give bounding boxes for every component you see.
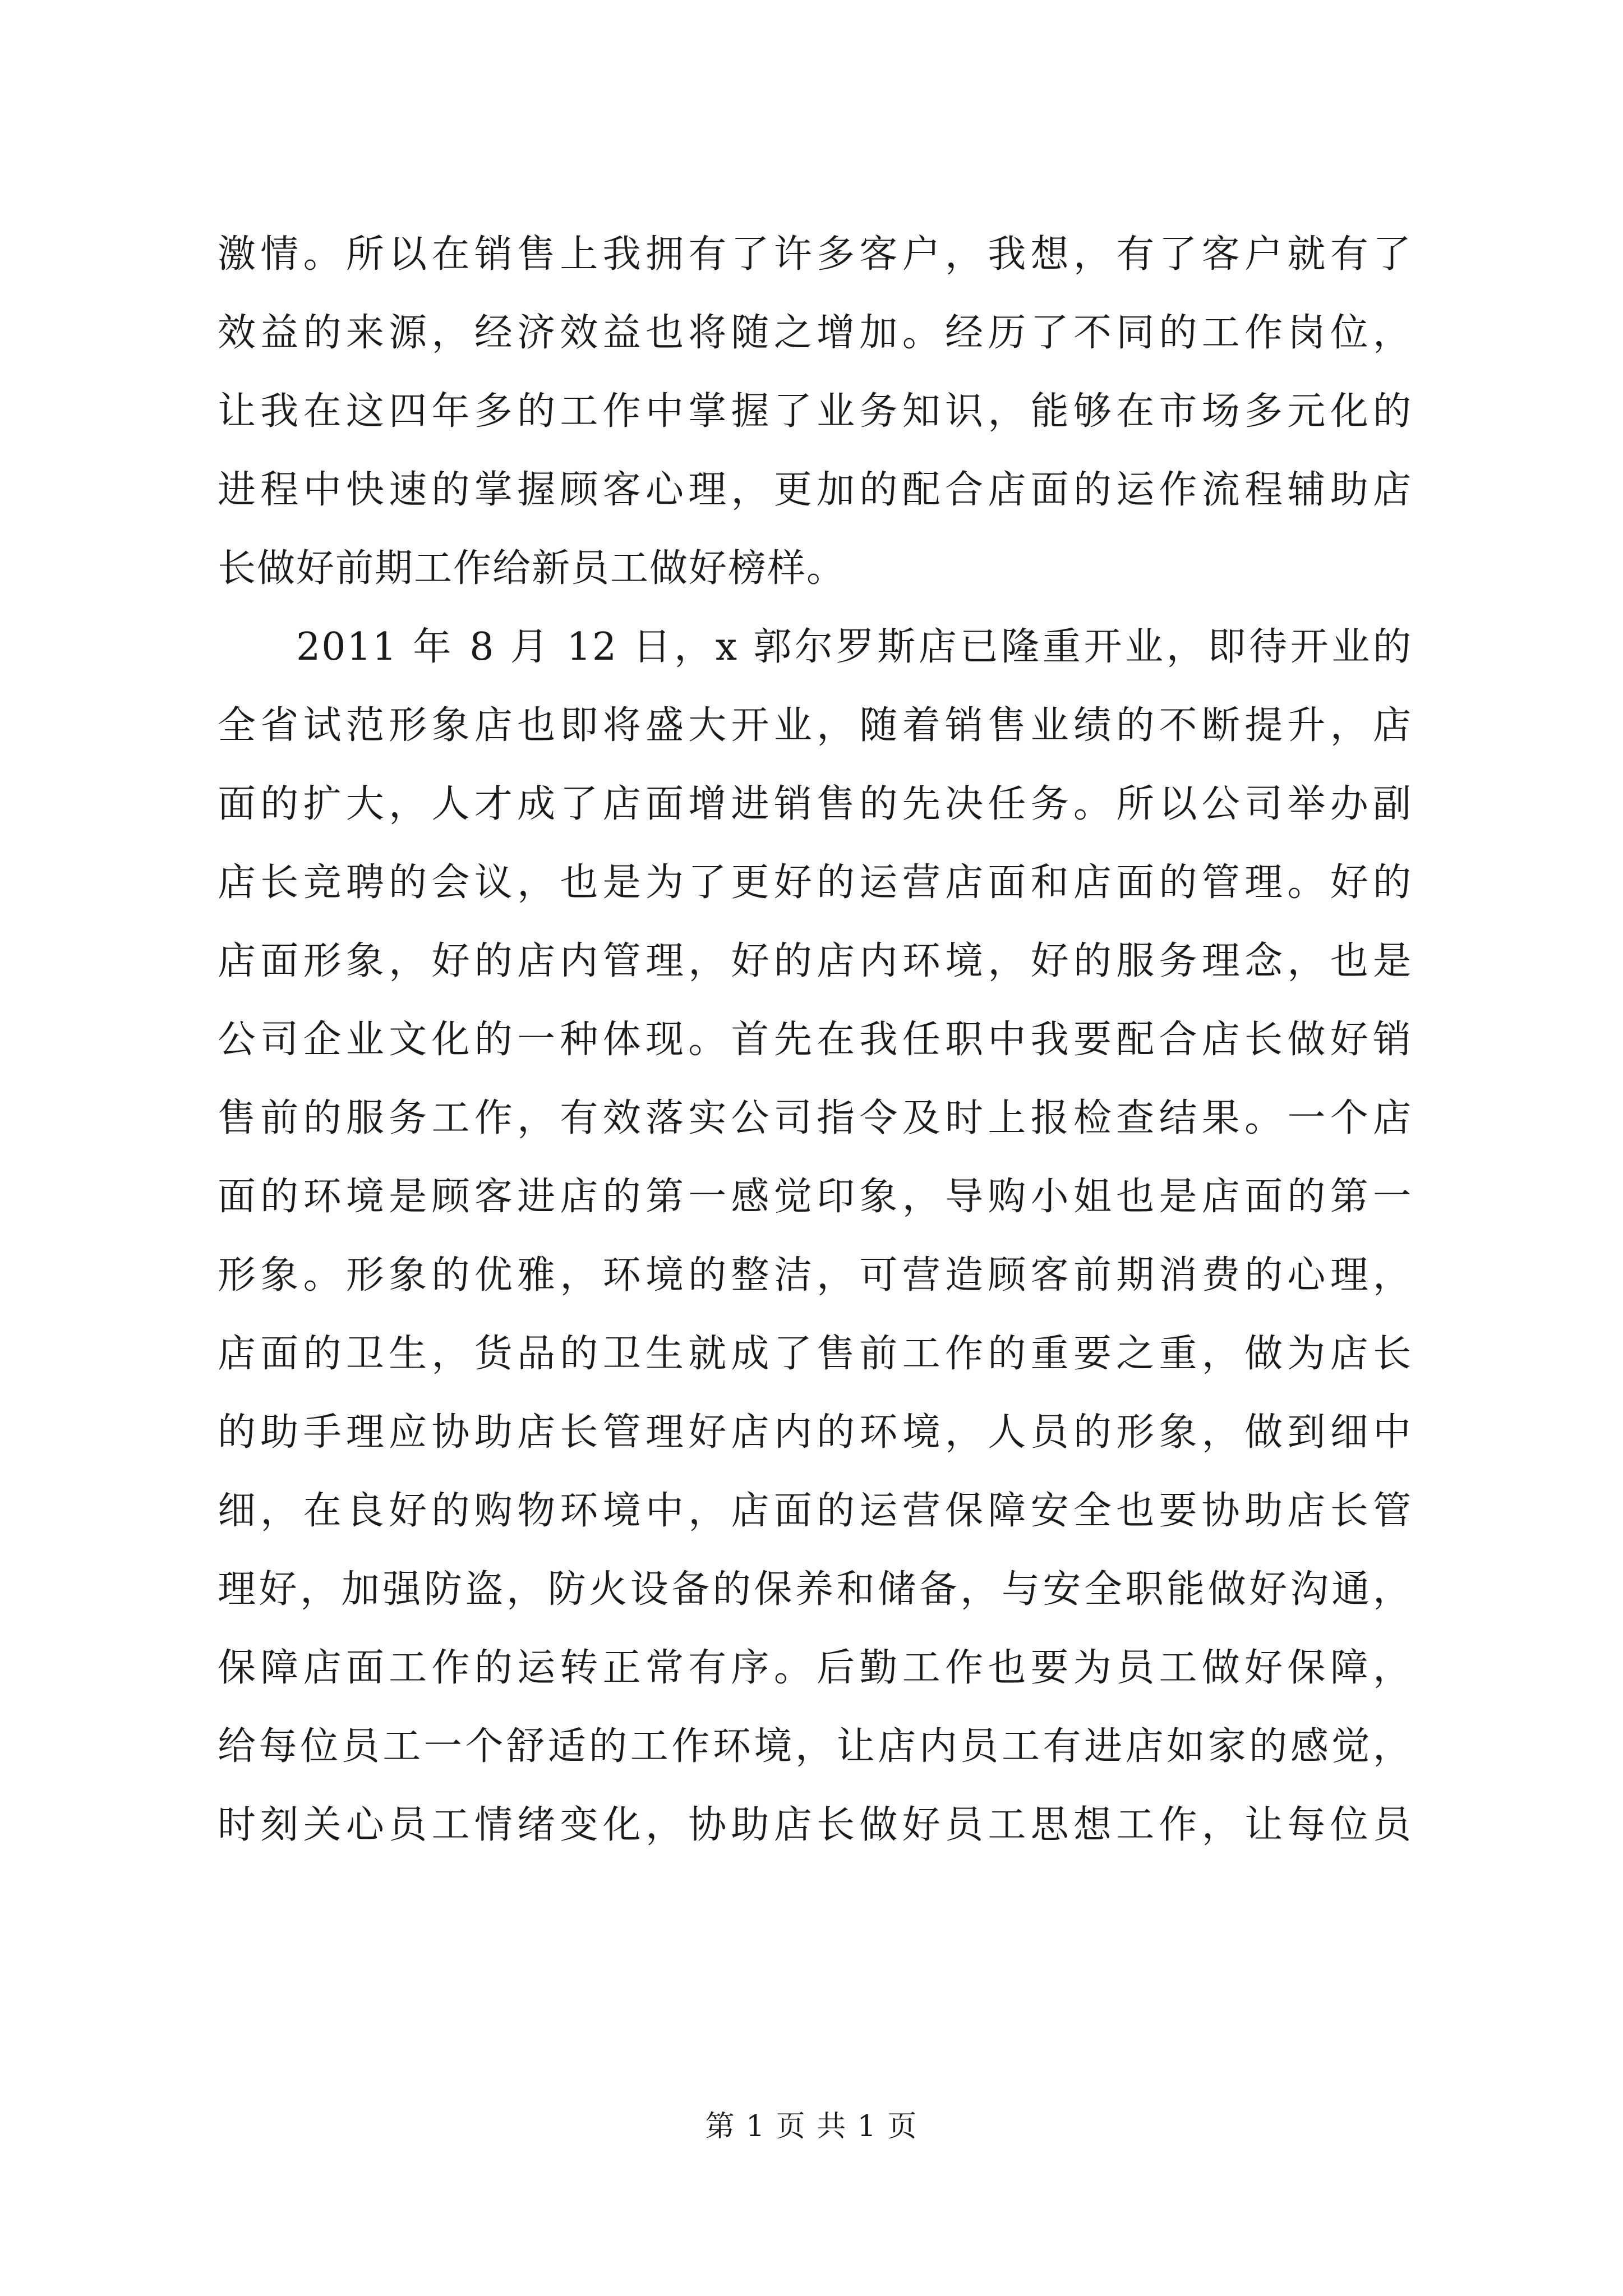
document-body	[218, 215, 1412, 1865]
text-line: 店面的卫生，货品的卫生就成了售前工作的重要之重，做为店长	[218, 1332, 1412, 1376]
text-line: 面的扩大，人才成了店面增进销售的先决任务。所以公司举办副	[218, 782, 1412, 826]
text-line: 理好，加强防盗，防火设备的保养和储备，与安全职能做好沟通，	[218, 1567, 1412, 1612]
text-line: 全省试范形象店也即将盛大开业，随着销售业绩的不断提升，店	[218, 703, 1412, 748]
text-line: 店长竞聘的会议，也是为了更好的运营店面和店面的管理。好的	[218, 861, 1412, 905]
text-line: 的助手理应协助店长管理好店内的环境，人员的形象，做到细中	[218, 1410, 1412, 1455]
text-line: 长做好前期工作给新员工做好榜样。	[218, 546, 846, 591]
text-line: 店面形象，好的店内管理，好的店内环境，好的服务理念，也是	[218, 939, 1412, 983]
text-line: 激情。所以在销售上我拥有了许多客户，我想，有了客户就有了	[218, 232, 1412, 277]
paragraph-2	[218, 608, 1412, 1865]
text-line: 公司企业文化的一种体现。首先在我任职中我要配合店长做好销	[218, 1018, 1412, 1062]
text-line: 细，在良好的购物环境中，店面的运营保障安全也要协助店长管	[218, 1489, 1412, 1533]
text-line: 售前的服务工作，有效落实公司指令及时上报检查结果。一个店	[218, 1096, 1412, 1140]
page-number-label: 第 1 页 共 1 页	[705, 2110, 918, 2143]
text-line: 面的环境是顾客进店的第一感觉印象，导购小姐也是店面的第一	[218, 1175, 1412, 1219]
text-line: 让我在这四年多的工作中掌握了业务知识，能够在市场多元化的	[218, 389, 1412, 434]
text-line: 2011 年 8 月 12 日，x 郭尔罗斯店已隆重开业，即待开业的	[296, 625, 1412, 669]
text-line: 效益的来源，经济效益也将随之增加。经历了不同的工作岗位，	[218, 311, 1412, 355]
paragraph-1	[218, 215, 1412, 608]
text-line: 形象。形象的优雅，环境的整洁，可营造顾客前期消费的心理，	[218, 1253, 1412, 1297]
text-line: 保障店面工作的运转正常有序。后勤工作也要为员工做好保障，	[218, 1646, 1412, 1690]
text-line: 给每位员工一个舒适的工作环境，让店内员工有进店如家的感觉，	[218, 1724, 1412, 1769]
page-footer	[0, 2102, 1623, 2145]
text-line: 时刻关心员工情绪变化，协助店长做好员工思想工作，让每位员	[218, 1803, 1412, 1847]
text-line: 进程中快速的掌握顾客心理，更加的配合店面的运作流程辅助店	[218, 468, 1412, 512]
